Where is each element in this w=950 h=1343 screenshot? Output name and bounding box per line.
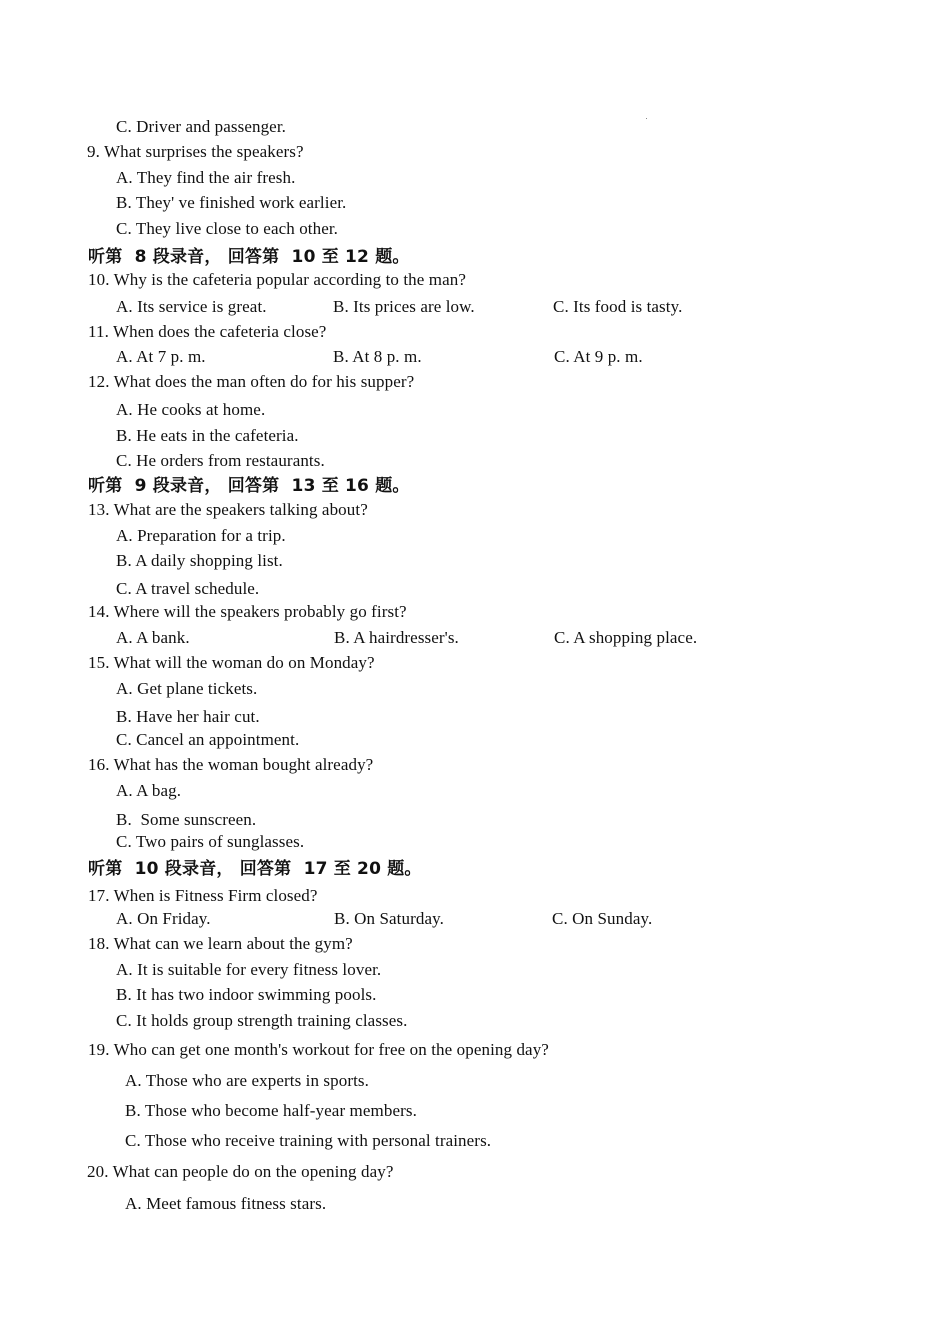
q14-question: 14. Where will the speakers probably go first? [88, 602, 407, 621]
q17-option-b: B. On Saturday. [334, 909, 444, 928]
q16-option-c: C. Two pairs of sunglasses. [116, 832, 305, 851]
q16-option-a: A. A bag. [116, 781, 182, 800]
q9-option-c: C. They live close to each other. [116, 219, 339, 238]
q11-question: 11. When does the cafeteria close? [88, 322, 327, 341]
q19-question: 19. Who can get one month's workout for free on the opening day? [88, 1040, 549, 1059]
q17-question: 17. When is Fitness Firm closed? [88, 886, 318, 905]
section-heading-10: 听第 10 段录音， 回答第 17 至 20 题。 [88, 859, 422, 879]
q18-option-a: A. It is suitable for every fitness lover. [116, 960, 382, 979]
q18-option-c: C. It holds group strength training classes. [116, 1011, 408, 1030]
stray-mark [646, 118, 647, 119]
q9-question: 9. What surprises the speakers? [87, 142, 304, 161]
q14-option-b: B. A hairdresser's. [334, 628, 459, 647]
q18-question: 18. What can we learn about the gym? [88, 934, 353, 953]
q12-option-b: B. He eats in the cafeteria. [116, 426, 299, 445]
q12-question: 12. What does the man often do for his supper? [88, 372, 415, 391]
q13-option-b: B. A daily shopping list. [116, 551, 283, 570]
q17-option-a: A. On Friday. [116, 909, 211, 928]
q13-question: 13. What are the speakers talking about? [88, 500, 368, 519]
q10-question: 10. Why is the cafeteria popular according to the man? [88, 270, 466, 289]
section-heading-8: 听第 8 段录音， 回答第 10 至 12 题。 [88, 247, 410, 267]
q8-option-c: C. Driver and passenger. [116, 117, 286, 136]
q13-option-a: A. Preparation for a trip. [116, 526, 286, 545]
q11-option-c: C. At 9 p. m. [554, 347, 643, 366]
q19-option-b: B. Those who become half-year members. [125, 1101, 417, 1120]
q18-option-b: B. It has two indoor swimming pools. [116, 985, 377, 1004]
q15-option-b: B. Have her hair cut. [116, 707, 260, 726]
q15-question: 15. What will the woman do on Monday? [88, 653, 375, 672]
q14-option-c: C. A shopping place. [554, 628, 698, 647]
q17-option-c: C. On Sunday. [552, 909, 653, 928]
section-heading-9: 听第 9 段录音， 回答第 13 至 16 题。 [88, 476, 410, 496]
q20-question: 20. What can people do on the opening day? [87, 1162, 394, 1181]
q12-option-a: A. He cooks at home. [116, 400, 266, 419]
q11-option-a: A. At 7 p. m. [116, 347, 206, 366]
q10-option-b: B. Its prices are low. [333, 297, 475, 316]
q11-option-b: B. At 8 p. m. [333, 347, 422, 366]
q10-option-a: A. Its service is great. [116, 297, 267, 316]
q20-option-a: A. Meet famous fitness stars. [125, 1194, 327, 1213]
q12-option-c: C. He orders from restaurants. [116, 451, 325, 470]
q10-option-c: C. Its food is tasty. [553, 297, 683, 316]
q15-option-a: A. Get plane tickets. [116, 679, 258, 698]
q13-option-c: C. A travel schedule. [116, 579, 260, 598]
q9-option-a: A. They find the air fresh. [116, 168, 296, 187]
q19-option-c: C. Those who receive training with personal trainers. [125, 1131, 492, 1150]
q19-option-a: A. Those who are experts in sports. [125, 1071, 369, 1090]
q9-option-b: B. They' ve finished work earlier. [116, 193, 347, 212]
q14-option-a: A. A bank. [116, 628, 190, 647]
q16-question: 16. What has the woman bought already? [88, 755, 374, 774]
q16-option-b: B. Some sunscreen. [116, 810, 257, 829]
q15-option-c: C. Cancel an appointment. [116, 730, 300, 749]
